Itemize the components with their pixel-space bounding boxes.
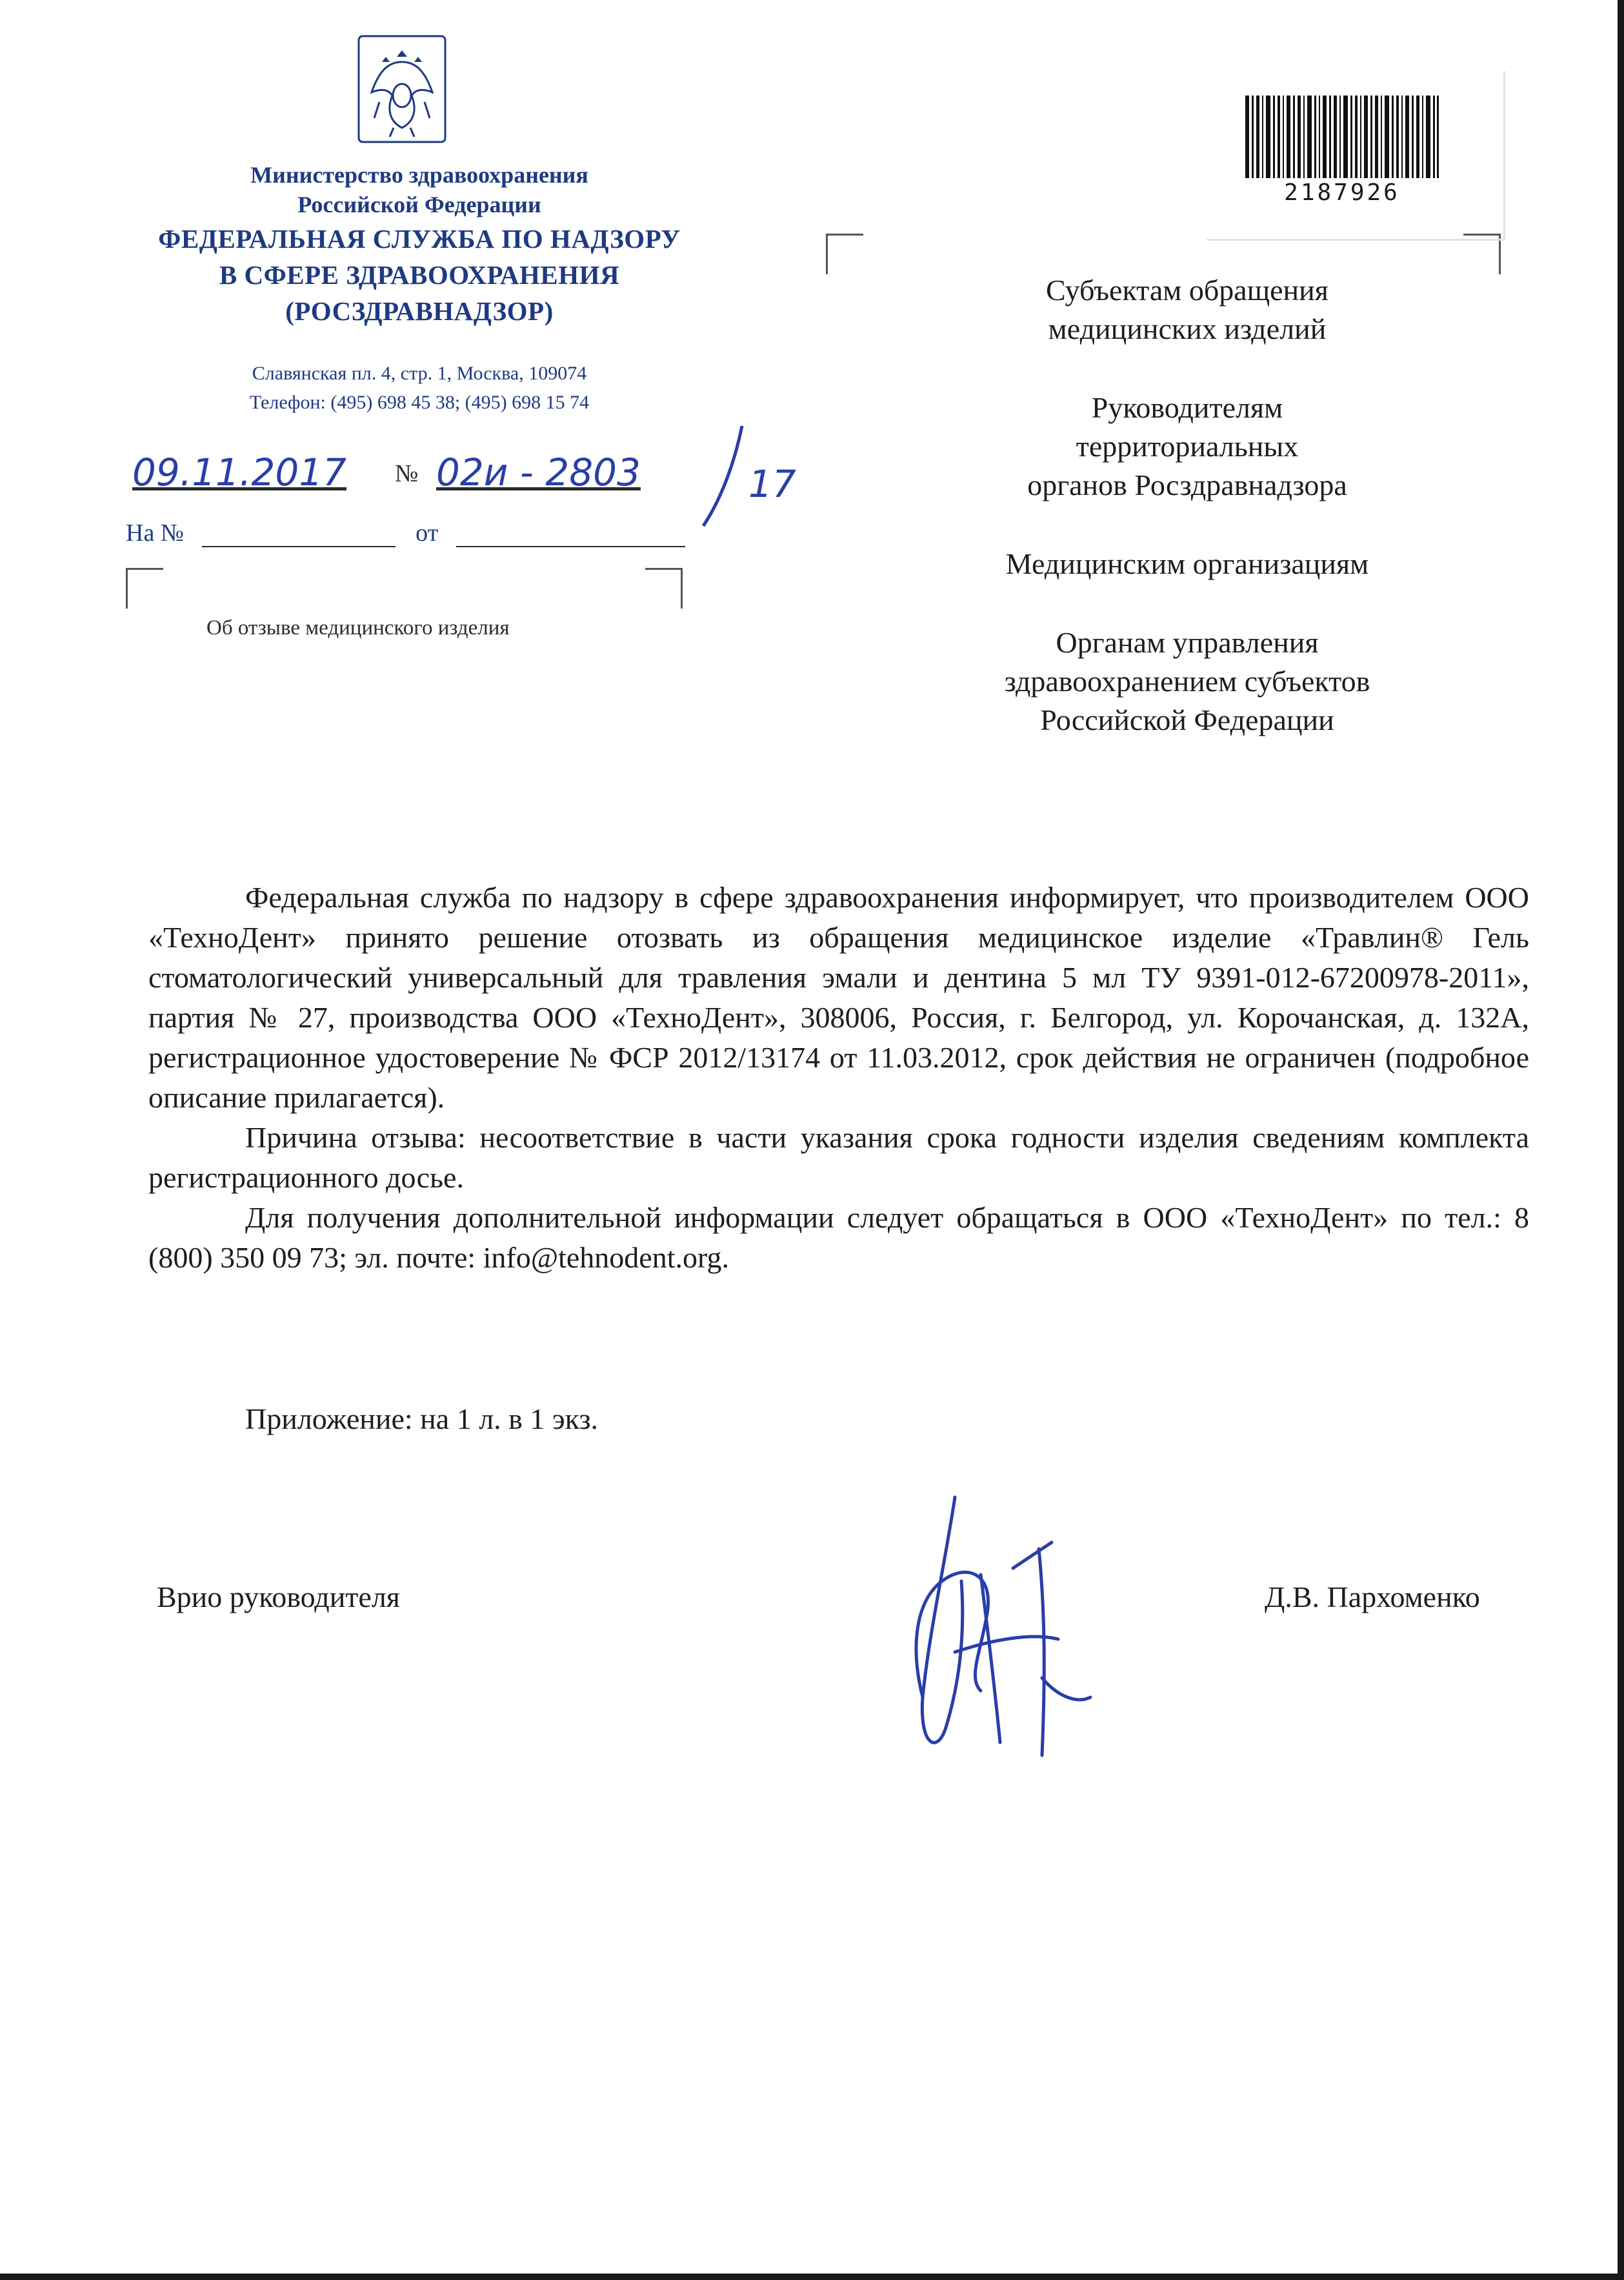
service-line-3: (РОСЗДРАВНАДЗОР) xyxy=(285,296,554,326)
ref-date-blank xyxy=(456,527,685,547)
registration-number: 02и - 2803 xyxy=(436,450,641,494)
subject-bracket-left xyxy=(126,568,163,609)
addressee-line: Субъектам обращения xyxy=(1046,274,1328,307)
attachment-note: Приложение: на 1 л. в 1 экз. xyxy=(245,1402,599,1435)
body-paragraph-2: Причина отзыва: несоответствие в части указания срока годности изделия сведениям комплекта регистрационного досье. xyxy=(148,1121,1529,1194)
subject-bracket-right xyxy=(645,568,683,609)
ref-number-blank xyxy=(202,527,396,547)
handwritten-signature xyxy=(884,1484,1103,1781)
registration-date: 09.11.2017 xyxy=(132,450,347,494)
addressee-line: территориальных xyxy=(1076,430,1299,463)
ministry-line-2: Российской Федерации xyxy=(297,192,541,217)
service-line-1: ФЕДЕРАЛЬНАЯ СЛУЖБА ПО НАДЗОРУ xyxy=(158,224,681,254)
ref-label: На № xyxy=(126,520,185,547)
addressee-bracket-left xyxy=(826,234,863,274)
addressee-line: Медицинским организациям xyxy=(1005,547,1369,580)
addressee-line: Органам управления xyxy=(1056,626,1319,659)
addressee-line: медицинских изделий xyxy=(1048,312,1327,345)
letterhead-address xyxy=(129,359,710,417)
addressee-group xyxy=(890,623,1484,740)
phone-line: Телефон: (495) 698 45 38; (495) 698 15 74 xyxy=(249,392,590,413)
addressee-line: органов Росздравнадзора xyxy=(1027,469,1347,501)
body-paragraph-3: Для получения дополнительной информации следует обращаться в ООО «ТехноДент» по тел.: 8 (800) 350 09 73; эл. почте: info@tehnodent.org. xyxy=(148,1201,1529,1274)
coat-of-arms-icon xyxy=(354,31,450,147)
scan-edge-right xyxy=(1618,0,1624,2280)
ministry-name xyxy=(129,160,710,219)
letter-subject: Об отзыве медицинского изделия xyxy=(206,616,510,640)
barcode-icon xyxy=(1245,96,1439,178)
addressee-group xyxy=(890,271,1484,348)
ref-from-label: от xyxy=(416,520,439,547)
service-line-2: В СФЕРЕ ЗДРАВООХРАНЕНИЯ xyxy=(219,260,620,290)
signatory-title: Врио руководителя xyxy=(157,1580,400,1613)
addressee-line: здравоохранением субъектов xyxy=(1004,665,1370,698)
address-line: Славянская пл. 4, стр. 1, Москва, 109074 xyxy=(252,363,587,384)
addressee-list xyxy=(890,271,1484,780)
reference-line xyxy=(126,519,685,547)
barcode-number: 2187926 xyxy=(1284,179,1400,206)
addressee-group xyxy=(890,388,1484,505)
ministry-line-1: Министерство здравоохранения xyxy=(250,162,588,188)
service-name xyxy=(110,221,729,329)
number-sign: № xyxy=(395,460,419,487)
addressee-line: Российской Федерации xyxy=(1040,703,1334,736)
addressee-line: Руководителям xyxy=(1091,391,1283,424)
signatory-name: Д.В. Пархоменко xyxy=(1265,1580,1480,1613)
scan-edge-bottom xyxy=(0,2274,1624,2280)
body-paragraph-1: Федеральная служба по надзору в сфере здравоохранения информирует, что производителем ООО «ТехноДент» принято решение отозвать из обращения медицинское изделие «Травлин® Гель стоматологический универсальный для травления эмали и дентина 5 мл ТУ 9391-012-67200978-2011», партия № 27, производства ООО «ТехноДент», 308006, Россия, г. Белгород, ул. Корочанская, д. 132А, регистрационное удостоверение № ФСР 2012/13174 от 11.03.2012, срок действия не ограничен (подробное описание прилагается). xyxy=(148,881,1529,1114)
registration-year: 17 xyxy=(748,462,796,506)
letter-body xyxy=(148,878,1529,1278)
addressee-group xyxy=(890,545,1484,583)
registration-year-mark xyxy=(697,419,807,529)
